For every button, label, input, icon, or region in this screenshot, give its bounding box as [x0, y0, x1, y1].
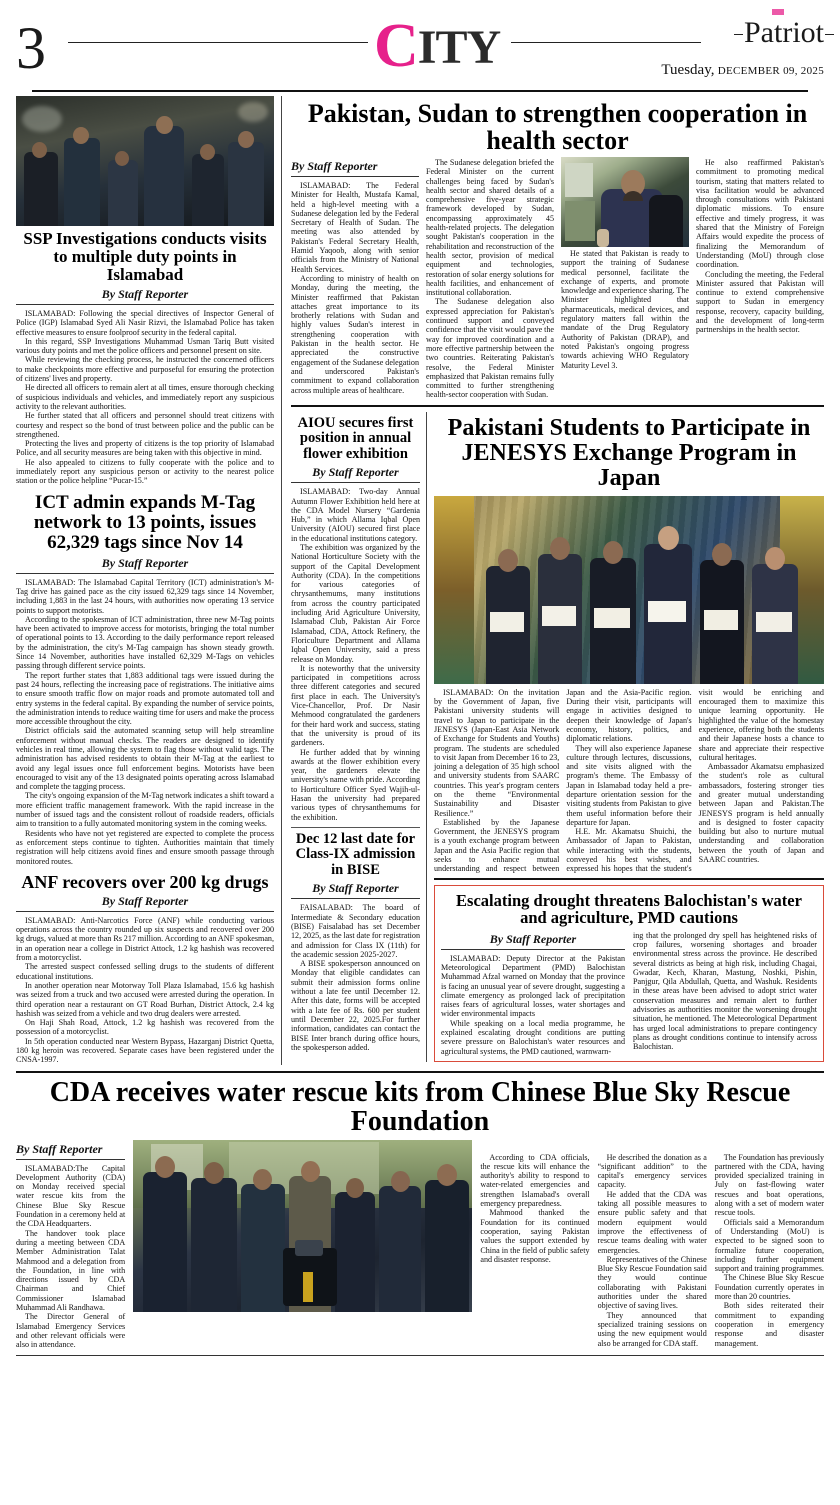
brand-dash-right-icon	[825, 34, 834, 35]
paragraph: According to CDA officials, the rescue kits will enhance the authority's ability to respond to water-related emergencies and strengthen Islamabad's overall emergency preparedness.	[480, 1152, 590, 1209]
paragraph: ISLAMABAD: Two-day Annual Autumn Flower Exhibition held here at the CDA Model Nursery “Gardenia Hub,” in which Allama Iqbal Open University (AIOU) secured first place in the educational institutions category.	[291, 487, 420, 543]
paragraph: H.E. Mr. Akamatsu Shuichi, the Ambassador of Japan to Pakistan, while interacting with the students, conveyed his best wishes, and expressed his hopes that the student's visit would be enriching and encouraged them to maximize this unique learning opportunity. He highlighted the value of the homestay experience, offering both the students and their Japanese hosts a chance to share and appreciate their respective cultural heritages.	[566, 687, 824, 874]
paragraph: The city's ongoing expansion of the M-Tag network indicates a shift toward a more efficient traffic management framework. With the rapid increase in the number of issued tags and the consistent rollout of roadside readers, officials aim to transition to a fully automated monitoring system in the coming weeks.	[16, 791, 274, 829]
paragraph: Representatives of the Chinese Blue Sky Rescue Foundation said they would continue collaborating with Pakistani authorities under the shared objective of saving lives.	[597, 1254, 707, 1311]
paragraph: The exhibition was organized by the National Horticulture Society with the support of the Capital Development Authority (CDA). In the competitions for various categories of chrysanthemums, many institutions from across the country participated including Arid Agriculture University, Islamabad Club, Pakistan Air Force Islamabad, CDA, Attock Refinery, the Floriculture Department and Allama Iqbal Open University, said a press release on Monday.	[291, 543, 420, 664]
masthead-rule-right	[511, 42, 701, 43]
section-divider-rule	[291, 405, 824, 407]
cda-article	[16, 1140, 824, 1350]
cda-byline-rule	[16, 1159, 125, 1160]
paragraph: According to the spokesman of ICT administration, three new M-Tag points have been activated to improve access for motorists, bringing the total number of operational points to 13. According to the daily performance report released by the administration, the city's M-Tag campaign has shown steady growth. Since 14 November, authorities have installed 62,329 M-Tags on vehicles passing through different service points.	[16, 614, 274, 671]
cda-body-col1	[16, 1164, 125, 1350]
paragraph: FAISALABAD: The board of Intermediate & Secondary education (BISE) Faisalabad has set December 12, 2025, as the last date for registration and admission for Class IX (11th) for the academic session 2025-2027.	[291, 903, 420, 959]
paragraph: He described the donation as a “significant addition” to the capital's emergency services capacity.	[597, 1152, 707, 1190]
paragraph: He directed all officers to remain alert at all times, ensure thorough checking of suspicious individuals and vehicles, and immediately report any suspicious activity to the relevant authorities.	[16, 383, 274, 411]
mtag-headline: ICT admin expands M-Tag network to 13 points, issues 62,329 tags since Nov 14	[33, 491, 257, 553]
paragraph: The Chinese Blue Sky Rescue Foundation currently operates in more than 20 countries.	[714, 1273, 825, 1302]
paragraph: The Director General of Islamabad Emergency Services and other relevant officials were also in attendance.	[16, 1312, 126, 1350]
mtag-byline-rule	[16, 573, 274, 574]
cda-body-col3	[598, 1140, 707, 1348]
jenesys-column	[427, 412, 824, 1062]
bise-byline-rule	[291, 898, 420, 899]
paragraph: According to ministry of health on Monday, during the meeting, the Minister reaffirmed that Pakistan attaches great importance to its brotherly relations with Sudan and highly values Sudan's interest in strengthening cooperation with Pakistan in the health sector. He appreciated the constructive engagement of the Sudanese delegation and underscored Pakistan's commitment to expand collaboration across multiple areas of healthcare.	[291, 273, 419, 395]
aiou-body	[291, 487, 420, 822]
paragraph: ISLAMABAD: On the invitation by the Government of Japan, five Pakistani university students will travel to Japan to participate in the JENESYS (Japan-East Asia Network of Exchange for Students and Youths) program. The students are scheduled to visit Japan from December 16 to 23, joining a delegation of 35 high school and university students from SAARC countries. This year's program centers on the theme “Environmental Sustainability and Disaster Resilience.”	[434, 687, 560, 818]
paragraph: While reviewing the checking process, he instructed the concerned officers to make checkpoints more effective and purposeful for ensuring the protection of citizens' lives and property.	[16, 355, 274, 384]
paragraph: ISLAMABAD: Following the special directives of Inspector General of Police (IGP) Islamabad Syed Ali Nasir Rizvi, the Islamabad Police has taken effective measures to ensure foolproof security in the federal capital.	[16, 309, 274, 337]
ssp-byline: By Staff Reporter	[101, 287, 189, 301]
aiou-bise-column	[291, 412, 427, 1062]
cda-body-col4	[715, 1140, 824, 1348]
ssp-byline-rule	[16, 304, 274, 305]
sudan-byline-rule	[291, 176, 419, 177]
aiou-bise-divider	[291, 827, 420, 828]
drought-byline: By Staff Reporter	[489, 931, 577, 946]
bise-body	[291, 903, 420, 1052]
brand-logo	[744, 18, 824, 48]
right-column	[282, 96, 824, 1065]
paragraph: He also appealed to citizens to fully cooperate with the police and to immediately report any suspicious person or activity to the nearest police station or the police helpline “Pucar-15.”	[16, 457, 274, 486]
section-title-initial: C	[374, 12, 418, 80]
paragraph: The Sudanese delegation also expressed appreciation for Pakistan's continued support and conveyed confidence that the visit would pave the way for improved coordination and a more effective partnership between the two countries. Reiterating Pakistan's resolve, the Federal Minister emphasized that Pakistan remains fully committed to further strengthening health-sector cooperation with Sudan.	[426, 297, 554, 400]
jenesys-bottom-rule	[434, 878, 824, 880]
brand-name: Patriot	[744, 16, 824, 49]
aiou-byline-rule	[291, 482, 420, 483]
page-bottom-rule	[16, 1355, 824, 1356]
paragraph: In this regard, SSP Investigations Muhammad Usman Tariq Butt visited various duty points and met the police officers and personnel present on site.	[16, 336, 274, 356]
masthead	[16, 0, 824, 90]
anf-byline-rule	[16, 911, 274, 912]
drought-byline-rule	[441, 949, 625, 950]
paragraph: He stated that Pakistan is ready to support the training of Sudanese medical personnel, facilitate the exchange of experts, and promote knowledge and experience sharing. The Minister highlighted that pharmaceuticals, medical devices, and regulatory matters fall within the mandate of the Drug Regulatory Authority of Pakistan (DRAP), and noted Pakistan's ongoing progress towards achieving WHO Regulatory Maturity Level 3.	[561, 249, 689, 370]
paragraph: They announced that specialized training sessions on using the new equipment would also be arranged for CDA staff.	[597, 1310, 707, 1348]
paragraph: The report further states that 1,883 additional tags were issued during the past 24 hours, reflecting the increasing pace of registrations. The initiative aims to ensure smooth traffic flow on major roads and promote automated toll and entry systems in the federal capital. By expanding the number of service points, the administration intends to reduce waiting time for users and make the process more accessible throughout the city.	[16, 670, 274, 727]
paragraph: Concluding the meeting, the Federal Minister assured that Pakistan will continue to extend comprehensive support to Sudan in emergency response, recovery, capacity building, and the development of long-term partnerships in the health sector.	[696, 269, 824, 335]
cda-byline: By Staff Reporter	[16, 1141, 103, 1156]
ssp-photo	[16, 96, 274, 226]
page-number: 3	[16, 15, 46, 81]
ssp-body	[16, 309, 274, 486]
paragraph: He further stated that all officers and personnel should treat citizens with courtesy and respect so the bond of trust between police and the public can be strengthened.	[16, 411, 274, 439]
drought-box	[434, 885, 824, 1062]
paragraph: The Sudanese delegation briefed the Federal Minister on the current challenges being faced by Sudan's health sector and shared details of a comprehensive five-year strategic framework developed by Sudan, encompassing approximately 45 health-related projects. The delegation sought Pakistan's cooperation in the rehabilitation and reconstruction of the health sector, provision of medical equipment and technologies, restoration of solar energy solutions for health facilities, and enhancement of institutional collaboration.	[426, 158, 554, 298]
paragraph: Mahmood thanked the Foundation for its continued cooperation, saying Pakistan values the support extended by China in the field of public safety and disaster response.	[480, 1208, 590, 1264]
left-column	[16, 96, 282, 1065]
paragraph: ISLAMABAD: Deputy Director at the Pakistan Meteorological Department (PMD) Balochistan Muhammad Afzal warned on Monday that the province is facing an unusual year of severe drought, suggesting a climate emergency as prolonged lack of precipitation raises fears of agricultural losses, water shortages and wider environmental impacts	[441, 953, 625, 1019]
paragraph: While speaking on a local media programme, he explained escalating drought conditions are putting severe pressure on Balochistan's water resources and agricultural systems, the PMD cautioned, warnwarn-	[441, 1018, 625, 1056]
paragraph: The Foundation has previously partnered with the CDA, having provided specialized training in July on fast-flowing water rescues and boat operations, along with a set of modern water rescue tools.	[714, 1152, 825, 1218]
paragraph: He added that the CDA was taking all possible measures to ensure public safety and that modern equipment would improve the effectiveness of rescue teams dealing with water emergencies.	[597, 1189, 707, 1255]
anf-headline: ANF recovers over 200 kg drugs	[21, 871, 269, 892]
aiou-headline: AIOU secures first position in annual flower exhibition	[297, 414, 414, 462]
dateline-day: Tuesday,	[661, 62, 715, 78]
paragraph: He also reaffirmed Pakistan's commitment to promoting medical tourism, stating that matters related to visa facilitation would be advanced through consultations with Pakistani diplomatic missions. To ensure effective and timely progress, it was shared that the Ministry of Foreign Affairs would expedite the process of finalizing the Memorandum of Understanding (MoU) through close coordination.	[696, 158, 824, 270]
paragraph: Established by the Japanese Government, the JENESYS program is a youth exchange program between Japan and the Asia Pacific region that seeks to enhance mutual understanding and respect between Japan and the Asia-Pacific region. During their visit, participants will engage in activities designed to deepen their knowledge of Japan's economy, history, politics, and diplomatic relations.	[434, 687, 692, 874]
masthead-rule-left	[68, 42, 368, 43]
drought-headline: Escalating drought threatens Balochistan's water and agriculture, PMD cautions	[456, 890, 802, 928]
paragraph: They will also experience Japanese culture through lectures, discussions, and site visits aligned with the program's theme. The Embassy of Japan in Islamabad today held a pre-departure orientation session for the visiting students from Pakistan to give them useful information before their departure for Japan.	[566, 743, 692, 827]
sudan-article	[291, 157, 824, 400]
paragraph: Ambassador Akamatsu emphasized the student's role as cultural ambassadors, fostering stronger ties and greater mutual understanding between Japan and Pakistan.The JENESYS program is held annually and is designed to foster capacity building but also to nurture mutual understanding and collaboration between the youth of Japan and SAARC countries.	[698, 762, 824, 865]
paragraph: He further added that by winning awards at the flower exhibition every year, the gardeners elevate the university's name with pride. According to Horticulture Officer Syed Wajih-ul-Hasan the university had prepared various types of chrysanthemums for the exhibition.	[291, 747, 420, 822]
section-title	[374, 12, 501, 80]
dateline	[661, 62, 824, 79]
bise-headline: Dec 12 last date for Class-IX admission in BISE	[295, 830, 416, 878]
minister-photo	[561, 157, 689, 247]
ssp-headline: SSP Investigations conducts visits to multiple duty points in Islamabad	[23, 229, 267, 284]
paragraph: The handover took place during a meeting between CDA Member Administration Talat Mahmood and a delegation from the Foundation, in line with directions issued by CDA Chairman and Chief Commissioner Islamabad Muhammad Ali Randhawa.	[16, 1228, 126, 1313]
section-title-rest: ITY	[417, 21, 501, 74]
cda-photo	[133, 1140, 472, 1312]
paragraph: The arrested suspect confessed selling drugs to the students of different educational institutions.	[16, 962, 274, 981]
mtag-body	[16, 578, 274, 866]
jenesys-body	[434, 688, 824, 874]
paragraph: It is noteworthy that the university participated in competitions across three different categories and secured first place in each. The University's Vice-Chancellor, Prof. Dr Nasir Mehmood congratulated the gardeners for their hard work and success, stating that the university is proud of its gardeners.	[291, 663, 420, 748]
paragraph: A BISE spokesperson announced on Monday that eligible candidates can submit their admission forms online without a late fee until December 12. After this date, forms will be accepted with a late fee of Rs. 600 per student until December 22, 2025.For further information, candidates can contact the BISE Inter branch during office hours, the spokesperson added.	[291, 959, 420, 1052]
paragraph: ISLAMABAD:The Capital Development Authority (CDA) on Monday received special water rescue kits from the Chinese Blue Sky Rescue Foundation in a ceremony held at the CDA Headquarters.	[16, 1163, 126, 1229]
paragraph: ISLAMABAD: The Islamabad Capital Territory (ICT) administration's M-Tag drive has gained pace as the city issued 62,329 tags since 14 November, including 1,883 in the last 24 hours, with authorities now operating 13 service points to support motorists.	[16, 577, 274, 615]
paragraph: District officials said the automated scanning setup will help streamline enforcement without manual checks. The readers are designed to identify vehicles in real time, allowing the system to flag those without valid tags. The administration has advised residents to obtain their M-Tag at the earliest to avoid any legal issues once full enforcement begins. Motorists have been encouraged to visit any of the 13 designated points operating across Islamabad and complete the tagging process.	[16, 726, 274, 792]
anf-byline: By Staff Reporter	[101, 893, 189, 908]
aiou-byline: By Staff Reporter	[312, 465, 399, 480]
paragraph: ISLAMABAD: Anti-Narcotics Force (ANF) while conducting various operations across the country rounded up six suspects and recovered over 200 kg drugs, valued at more than Rs 217 million. According to an ANF spokesman, in an operation near a college in District Attock, 1.2 kg hashish was recovered from a motorcyclist.	[16, 915, 274, 963]
masthead-bottom-rule	[32, 90, 808, 92]
paragraph: Protecting the lives and property of citizens is the top priority of Islamabad Police, and all security measures are being taken with this objective in mind.	[16, 439, 274, 458]
paragraph: In 5th operation conducted near Western Bypass, Hazarganj District Quetta, 180 kg heroin was recovered. Separate cases have been registered under the CNSA-1997.	[16, 1036, 274, 1065]
top-section	[16, 96, 824, 1065]
dateline-date: DECEMBER 09, 2025	[717, 65, 824, 77]
sudan-byline: By Staff Reporter	[291, 159, 378, 173]
paragraph: Residents who have not yet registered are expected to complete the process as enforcement steps continue to tighten. Authorities maintain that timely registration will help citizens avoid fines and ensure smooth passage through monitored routes.	[16, 828, 274, 866]
brand-ornament-icon	[772, 9, 784, 15]
jenesys-headline: Pakistani Students to Participate in JENESYS Exchange Program in Japan	[447, 414, 811, 491]
jenesys-photo	[434, 496, 824, 684]
bise-byline: By Staff Reporter	[312, 881, 399, 896]
paragraph-continued: ing that the prolonged dry spell has heightened risks of crop failures, worsening shortages and broader environmental stress across the province. He described several districts as being at high risk, including Chagai, Gwadar, Kech, Kharan, Mastung, Noshki, Pishin, Panjgur, Qila Abdullah, Quetta, and Washuk. Residents in these areas have been advised to adopt strict water conservation measures and remain alert to further advisories as authorities monitor the worsening drought situation, he mentioned. The Meteorological Department has urged local administrations to prepare contingency plans as drought conditions continue to intensify across Balochistan.	[633, 930, 817, 1052]
brand-dash-left-icon	[734, 34, 743, 35]
paragraph: Both sides reiterated their commitment to expanding cooperation in emergency response and disaster management.	[714, 1301, 825, 1348]
anf-body	[16, 916, 274, 1065]
paragraph: In another operation near Motorway Toll Plaza Islamabad, 15.6 kg hashish was seized from a truck and two accused were arrested during the operation. In third operation near a restaurant on GT Road Burhan, District Attock, 2.4 kg hashish was seized from a vehicle and two drug dealers were arrested.	[16, 980, 274, 1018]
middle-block	[291, 412, 824, 1062]
mtag-byline: By Staff Reporter	[101, 555, 189, 570]
sudan-headline: Pakistan, Sudan to strengthen cooperation in health sector	[307, 99, 808, 155]
paragraph: On Haji Shah Road, Attock, 1.2 kg hashish was recovered from the possession of a motorcyclist.	[16, 1018, 274, 1037]
cda-body-col2	[480, 1140, 589, 1265]
cda-headline: CDA receives water rescue kits from Chinese Blue Sky Rescue Foundation	[49, 1076, 791, 1137]
paragraph: Officials said a Memorandum of Understanding (MoU) is expected to be signed soon to formalize future cooperation, including further equipment support and training programmes.	[714, 1217, 825, 1274]
paragraph: ISLAMABAD: The Federal Minister for Health, Mustafa Kamal, held a high-level meeting with a Sudanese delegation led by the Federal Secretary of Health of Sudan. The meeting was also attended by Pakistan's Federal Secretary Health, Hamid Yaqoob, along with senior officials from the Ministry of National Health Services.	[291, 181, 419, 274]
cda-top-rule	[16, 1071, 824, 1073]
